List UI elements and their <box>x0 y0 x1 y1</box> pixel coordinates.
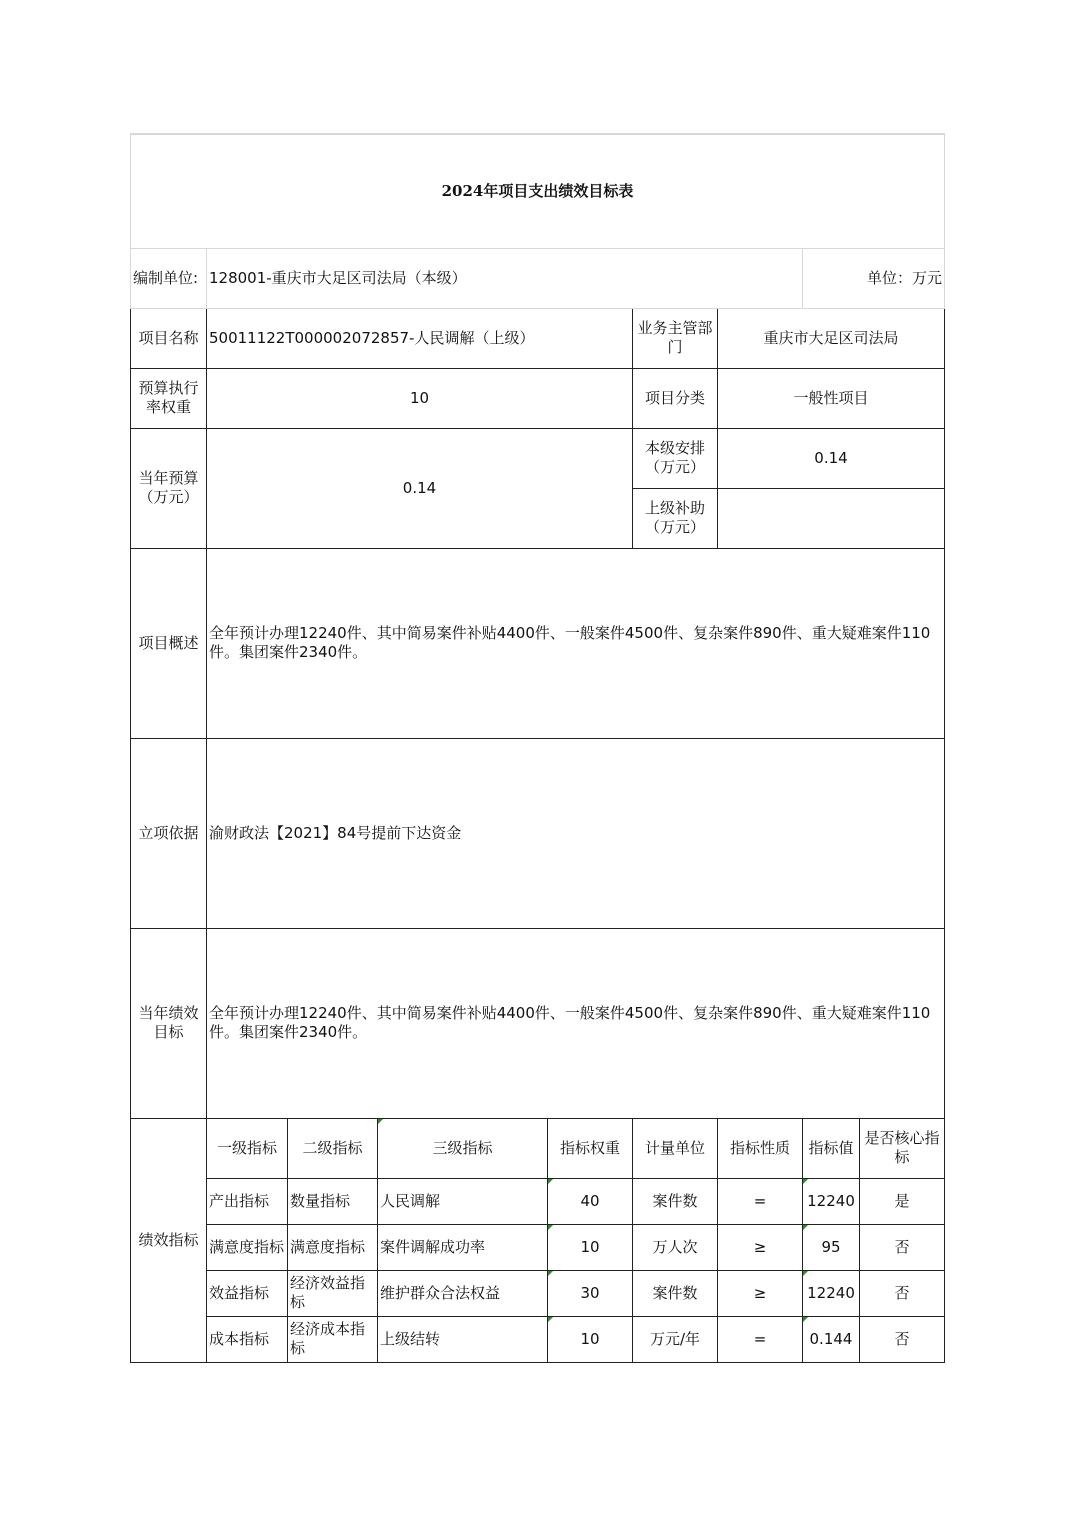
core-cell: 否 <box>860 1316 945 1362</box>
project-name-value: 50011122T000002072857-人民调解（上级） <box>207 308 633 368</box>
table-row <box>131 1178 945 1224</box>
header-nature: 指标性质 <box>718 1118 803 1178</box>
org-label: 编制单位: <box>131 248 207 308</box>
basis-label: 立项依据 <box>131 738 207 928</box>
nature-cell: ≥ <box>718 1270 803 1316</box>
dept-label: 业务主管部门 <box>633 308 718 368</box>
header-level3: 三级指标 <box>378 1118 548 1178</box>
level3-cell: 案件调解成功率 <box>378 1224 548 1270</box>
level1-cell: 效益指标 <box>207 1270 288 1316</box>
org-value: 128001-重庆市大足区司法局（本级） <box>207 248 803 308</box>
unit-cell: 万人次 <box>633 1224 718 1270</box>
weight-cell: 40 <box>548 1178 633 1224</box>
weight-cell: 30 <box>548 1270 633 1316</box>
weight-cell: 10 <box>548 1224 633 1270</box>
level3-cell: 上级结转 <box>378 1316 548 1362</box>
goal-label: 当年绩效目标 <box>131 928 207 1118</box>
local-budget-label: 本级安排（万元） <box>633 428 718 488</box>
category-label: 项目分类 <box>633 368 718 428</box>
header-unit: 计量单位 <box>633 1118 718 1178</box>
upper-subsidy-value <box>718 488 945 548</box>
project-name-label: 项目名称 <box>131 308 207 368</box>
level3-cell: 人民调解 <box>378 1178 548 1224</box>
weight-cell: 10 <box>548 1316 633 1362</box>
local-budget-value: 0.14 <box>718 428 945 488</box>
basis-text: 渝财政法【2021】84号提前下达资金 <box>207 738 945 928</box>
value-cell: 95 <box>803 1224 860 1270</box>
nature-cell: = <box>718 1178 803 1224</box>
header-level2: 二级指标 <box>288 1118 378 1178</box>
nature-cell: = <box>718 1316 803 1362</box>
goal-text: 全年预计办理12240件、其中简易案件补贴4400件、一般案件4500件、复杂案件890件、重大疑难案件110件。集团案件2340件。 <box>207 928 945 1118</box>
category-value: 一般性项目 <box>718 368 945 428</box>
budget-label: 当年预算（万元） <box>131 428 207 548</box>
core-cell: 是 <box>860 1178 945 1224</box>
core-cell: 否 <box>860 1270 945 1316</box>
dept-value: 重庆市大足区司法局 <box>718 308 945 368</box>
level2-cell: 经济效益指标 <box>288 1270 378 1316</box>
performance-target-table <box>130 133 945 1363</box>
overview-text: 全年预计办理12240件、其中简易案件补贴4400件、一般案件4500件、复杂案件890件、重大疑难案件110件。集团案件2340件。 <box>207 548 945 738</box>
unit-label: 单位：万元 <box>803 248 945 308</box>
overview-label: 项目概述 <box>131 548 207 738</box>
header-level1: 一级指标 <box>207 1118 288 1178</box>
level2-cell: 经济成本指标 <box>288 1316 378 1362</box>
performance-target-sheet <box>130 133 944 1363</box>
table-row <box>131 1270 945 1316</box>
weight-label: 预算执行率权重 <box>131 368 207 428</box>
level2-cell: 满意度指标 <box>288 1224 378 1270</box>
weight-value: 10 <box>207 368 633 428</box>
indicators-label: 绩效指标 <box>131 1118 207 1362</box>
unit-cell: 万元/年 <box>633 1316 718 1362</box>
core-cell: 否 <box>860 1224 945 1270</box>
value-cell: 12240 <box>803 1270 860 1316</box>
level1-cell: 成本指标 <box>207 1316 288 1362</box>
value-cell: 12240 <box>803 1178 860 1224</box>
upper-subsidy-label: 上级补助（万元） <box>633 488 718 548</box>
level1-cell: 满意度指标 <box>207 1224 288 1270</box>
value-cell: 0.144 <box>803 1316 860 1362</box>
table-row <box>131 1316 945 1362</box>
level1-cell: 产出指标 <box>207 1178 288 1224</box>
nature-cell: ≥ <box>718 1224 803 1270</box>
header-core: 是否核心指标 <box>860 1118 945 1178</box>
table-row <box>131 1224 945 1270</box>
unit-cell: 案件数 <box>633 1178 718 1224</box>
level2-cell: 数量指标 <box>288 1178 378 1224</box>
page-title: 2024年项目支出绩效目标表 <box>131 134 945 248</box>
header-weight: 指标权重 <box>548 1118 633 1178</box>
level3-cell: 维护群众合法权益 <box>378 1270 548 1316</box>
unit-cell: 案件数 <box>633 1270 718 1316</box>
header-value: 指标值 <box>803 1118 860 1178</box>
budget-value: 0.14 <box>207 428 633 548</box>
